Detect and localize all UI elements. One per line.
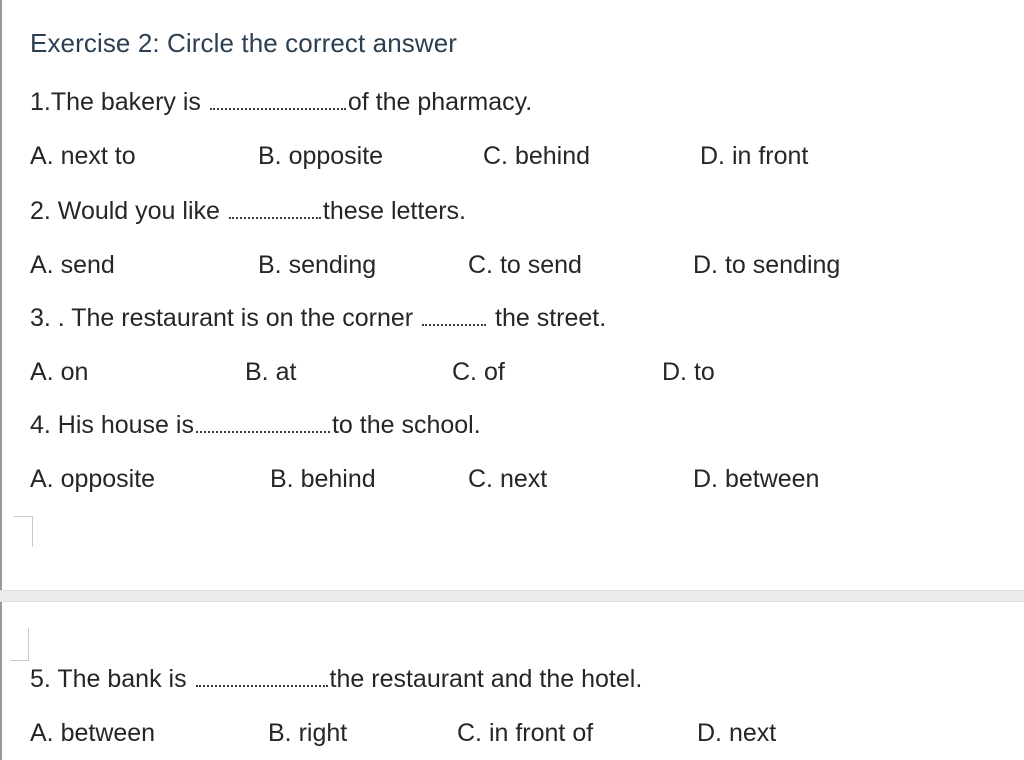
question-3: [30, 302, 606, 334]
question-1-text-before: 1.The bakery is: [30, 88, 201, 116]
q3-option-b[interactable]: B. at: [245, 358, 297, 386]
q1-option-d[interactable]: D. in front: [700, 142, 809, 170]
q2-option-b[interactable]: B. sending: [258, 251, 377, 279]
question-5: [30, 663, 642, 695]
q1-option-a[interactable]: A. next to: [30, 142, 136, 170]
question-3-text-before: 3. . The restaurant is on the corner: [30, 304, 414, 332]
question-5-text-before: 5. The bank is: [30, 665, 187, 693]
q4-option-b[interactable]: B. behind: [270, 465, 376, 493]
question-2-blank: [229, 199, 321, 219]
q5-option-b[interactable]: B. right: [268, 719, 348, 747]
question-1: [30, 86, 532, 118]
q2-option-c[interactable]: C. to send: [468, 251, 582, 279]
crop-mark-top: [14, 516, 33, 547]
q3-option-a[interactable]: A. on: [30, 358, 89, 386]
question-3-text-after: the street.: [495, 304, 607, 332]
exercise-title: Exercise 2: Circle the correct answer: [30, 28, 458, 58]
question-5-blank: [196, 667, 328, 687]
q3-option-d[interactable]: D. to: [662, 358, 715, 386]
question-3-blank: [422, 306, 486, 326]
q1-option-b[interactable]: B. opposite: [258, 142, 384, 170]
question-4-blank: [196, 413, 330, 433]
question-2-text-after: these letters.: [322, 197, 467, 225]
question-2-text-before: 2. Would you like: [30, 197, 220, 225]
question-1-blank: [210, 90, 346, 110]
q1-option-c[interactable]: C. behind: [483, 142, 591, 170]
q3-option-c[interactable]: C. of: [452, 358, 505, 386]
page-left-border: [0, 0, 2, 760]
q2-option-a[interactable]: A. send: [30, 251, 115, 279]
question-2: [30, 195, 466, 227]
question-4-text-after: to the school.: [331, 411, 481, 439]
q4-option-a[interactable]: A. opposite: [30, 465, 156, 493]
q2-option-d[interactable]: D. to sending: [693, 251, 841, 279]
q5-option-d[interactable]: D. next: [697, 719, 777, 747]
q5-option-c[interactable]: C. in front of: [457, 719, 594, 747]
crop-mark-bottom: [10, 628, 29, 661]
question-4-text-before: 4. His house is: [30, 411, 194, 439]
question-4: [30, 409, 481, 441]
q5-option-a[interactable]: A. between: [30, 719, 156, 747]
page-gap-divider: [0, 590, 1024, 602]
question-5-text-after: the restaurant and the hotel.: [329, 665, 643, 693]
q4-option-d[interactable]: D. between: [693, 465, 820, 493]
q4-option-c[interactable]: C. next: [468, 465, 548, 493]
question-1-text-after: of the pharmacy.: [347, 88, 533, 116]
